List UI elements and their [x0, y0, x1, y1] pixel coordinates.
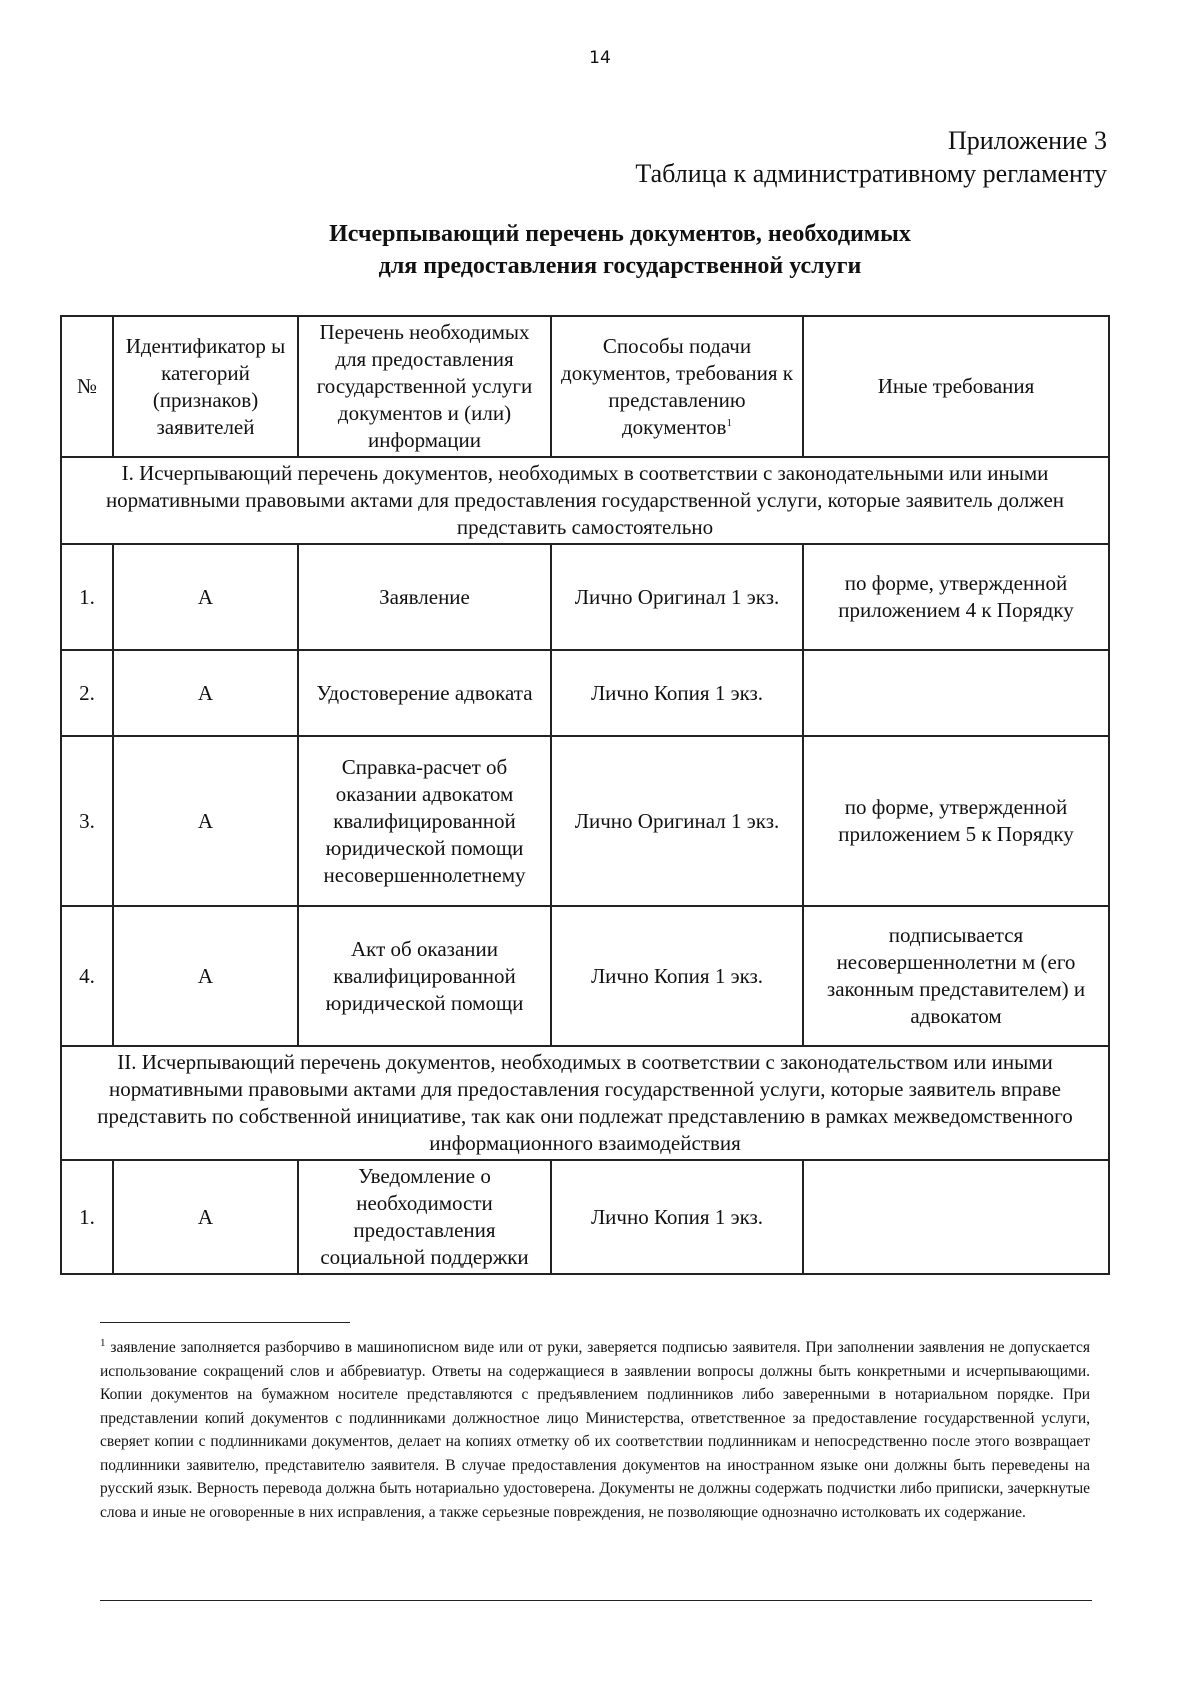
- header-methods-text: Способы подачи документов, требования к представлению документов: [561, 333, 793, 439]
- footnote-text: заявление заполняется разборчиво в машинописном виде или от руки, заверяется подписью заявителя. При заполнении заявления не допускается использование сокращений слов и аббревиатур. Ответы на содержащиеся в заявлении вопросы должны быть конкретными и исчерпывающими. Копии документов на бумажном носителе представляются с предъявлением подлинников либо заверенными в нотариальном порядке. При представлении копий документов с подлинниками должностное лицо Министерства, ответственное за предоставление государственной услуги, сверяет копии с подлинниками документов, делает на копиях отметку об их соответствии подлинникам и непосредственно после этого возвращает подлинники заявителю, представителю заявителя. В случае предоставления документов на иностранном языке они должны быть переведены на русский язык. Верность перевода должна быть нотариально удостоверена. Документы не должны содержать подчистки либо приписки, зачеркнутые слова и иные не оговоренные в них исправления, а также серьезные повреждения, не позволяющие однозначно истолковать их содержание.: [100, 1339, 1091, 1521]
- row-category: А: [113, 736, 298, 906]
- table-row: [61, 544, 1109, 650]
- row-document: Справка-расчет об оказании адвокатом квалифицированной юридической помощи несовершеннолетнему: [298, 736, 551, 906]
- page-number: 14: [589, 48, 611, 68]
- row-method: Лично Копия 1 экз.: [551, 650, 803, 736]
- header-other: Иные требования: [803, 316, 1109, 457]
- row-document: Заявление: [298, 544, 551, 650]
- footnote-ref: 1: [726, 416, 732, 429]
- row-document: Акт об оказании квалифицированной юридической помощи: [298, 906, 551, 1046]
- document-title: [150, 218, 1090, 282]
- section2-heading: II. Исчерпывающий перечень документов, необходимых в соответствии с законодательством или иными нормативными правовыми актами для предоставления государственной услуги, которые заявитель вправе представить по собственной инициативе, так как они подлежат представлению в рамках межведомственного информационного взаимодействия: [61, 1046, 1109, 1160]
- title-line1: Исчерпывающий перечень документов, необходимых: [329, 221, 911, 247]
- table-row: [61, 650, 1109, 736]
- row-method: Лично Оригинал 1 экз.: [551, 736, 803, 906]
- row-num: 1.: [61, 544, 113, 650]
- row-num: 4.: [61, 906, 113, 1046]
- header-methods: [551, 316, 803, 457]
- row-num: 1.: [61, 1160, 113, 1274]
- header-category: Идентификатор ы категорий (признаков) заявителей: [113, 316, 298, 457]
- header-num: №: [61, 316, 113, 457]
- row-method: Лично Копия 1 экз.: [551, 1160, 803, 1274]
- footnote-separator: [100, 1322, 350, 1323]
- row-category: А: [113, 544, 298, 650]
- title-line2: для предоставления государственной услуги: [378, 253, 862, 279]
- section-row: [61, 457, 1109, 544]
- bottom-rule: [100, 1600, 1092, 1601]
- row-category: А: [113, 650, 298, 736]
- row-category: А: [113, 906, 298, 1046]
- row-document: Уведомление о необходимости предоставления социальной поддержки: [298, 1160, 551, 1274]
- table-row: [61, 1160, 1109, 1274]
- table-row: [61, 906, 1109, 1046]
- appendix-line2: Таблица к административному регламенту: [635, 159, 1107, 188]
- appendix-line1: Приложение 3: [947, 126, 1107, 155]
- appendix-header: [407, 124, 1107, 190]
- row-document: Удостоверение адвоката: [298, 650, 551, 736]
- section1-heading: I. Исчерпывающий перечень документов, необходимых в соответствии с законодательными или иными нормативными правовыми актами для предоставления государственной услуги, которые заявитель должен представить самостоятельно: [61, 457, 1109, 544]
- footnote: [100, 1336, 1090, 1524]
- table-row: [61, 736, 1109, 906]
- row-other: по форме, утвержденной приложением 4 к Порядку: [803, 544, 1109, 650]
- row-other: подписывается несовершеннолетни м (его законным представителем) и адвокатом: [803, 906, 1109, 1046]
- table-header-row: [61, 316, 1109, 457]
- row-other: по форме, утвержденной приложением 5 к Порядку: [803, 736, 1109, 906]
- section-row: [61, 1046, 1109, 1160]
- header-documents: Перечень необходимых для предоставления государственной услуги документов и (или) информации: [298, 316, 551, 457]
- row-num: 3.: [61, 736, 113, 906]
- row-method: Лично Копия 1 экз.: [551, 906, 803, 1046]
- row-num: 2.: [61, 650, 113, 736]
- row-method: Лично Оригинал 1 экз.: [551, 544, 803, 650]
- row-other: [803, 650, 1109, 736]
- footnote-marker: 1: [100, 1336, 106, 1349]
- row-other: [803, 1160, 1109, 1274]
- row-category: А: [113, 1160, 298, 1274]
- documents-table: [60, 315, 1110, 1275]
